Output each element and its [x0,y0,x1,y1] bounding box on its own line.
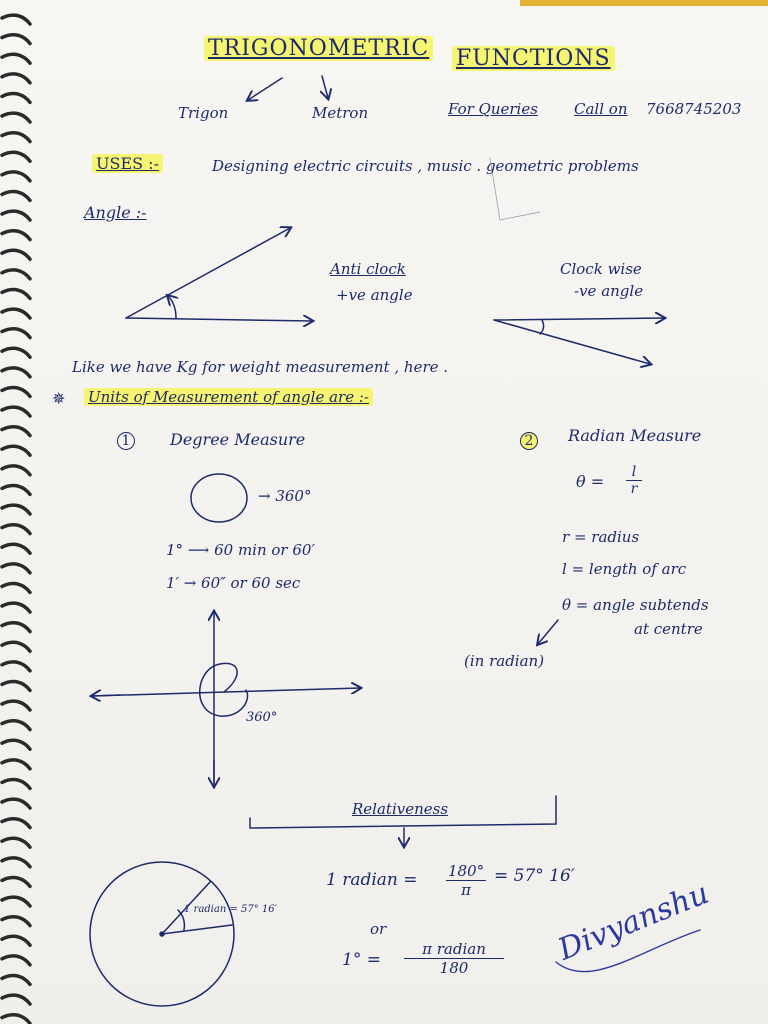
in-radian-arrow [538,620,558,644]
eq2-left: 1° = [342,950,381,970]
degree-heading: Degree Measure [170,430,306,449]
eq2-den: 180 [439,959,469,977]
arrow-to-metron [322,76,328,98]
eq1-right: = 57° 16′ [494,866,575,886]
def-arc: l = length of arc [562,560,687,578]
sketch-mark [490,158,540,220]
contact-label: For Queries [448,100,538,118]
etymology-metron: Metron [312,104,369,122]
eq1-num: 180° [448,862,485,880]
anticlock-slant-ray [126,228,290,318]
eq2-num: π radian [404,940,504,959]
degree-line1: 1° ⟶ 60 min or 60′ [166,541,315,559]
clockwise-line2: -ve angle [574,282,644,300]
uses-text: Designing electric circuits , music . geometric problems [212,157,639,175]
x-axis [92,688,360,696]
circle-radian-label: 1 radian = 57° 16′ [184,904,277,915]
radian-angle-arc [178,910,184,930]
degree-number: 1 [117,432,135,450]
degree-circle-label: → 360° [258,487,312,505]
etymology-trigon: Trigon [178,104,229,122]
clockwise-bottom-ray [494,320,650,364]
degree-line2: 1′ → 60″ or 60 sec [166,574,301,592]
axes-360-label: 360° [246,710,278,725]
axes-full-turn [200,663,248,716]
title-left: TRIGONOMETRIC [204,36,433,61]
anticlock-base-ray [126,318,312,321]
x-axis-left-arrow [92,695,120,696]
anticlock-line1: Anti clock [330,260,406,278]
radian-fraction-den: r [630,481,638,497]
angle-label: Angle :- [84,203,147,222]
anticlock-arc [168,296,176,318]
title-right: FUNCTIONS [452,46,615,71]
contact-phone: 7668745203 [646,100,742,118]
arrow-to-trigon [248,78,282,100]
def-radius: r = radius [562,528,640,546]
radian-theta: θ = [576,472,605,491]
contact-call: Call on [574,100,628,118]
radian-centre-dot [160,932,164,936]
eq1-left: 1 radian = [326,870,418,890]
signature-flourish [556,930,700,972]
relativeness-bracket [250,796,556,828]
radian-radius-1 [162,925,232,934]
anticlock-line2: +ve angle [336,286,413,304]
eq1-den: π [461,881,471,899]
star-bullet: ✵ [52,389,66,408]
def-theta: θ = angle subtends [562,596,709,614]
radian-fraction-num: l [626,464,642,481]
def-theta-2: at centre [634,620,703,638]
radian-number: 2 [520,432,538,450]
in-radian: (in radian) [464,652,545,670]
relativeness-heading: Relativeness [352,800,449,818]
clockwise-arc [540,320,544,334]
units-heading: Units of Measurement of angle are :- [84,388,373,406]
clockwise-top-ray [494,318,664,320]
radian-heading: Radian Measure [568,426,702,445]
uses-label: USES :- [92,154,163,173]
or-text: or [370,920,387,938]
degree-circle [191,474,247,522]
clockwise-line1: Clock wise [560,260,642,278]
signature: Divyanshu [553,875,714,968]
like-text: Like we have Kg for weight measurement , here . [72,358,449,376]
radian-radius-2 [162,882,210,934]
